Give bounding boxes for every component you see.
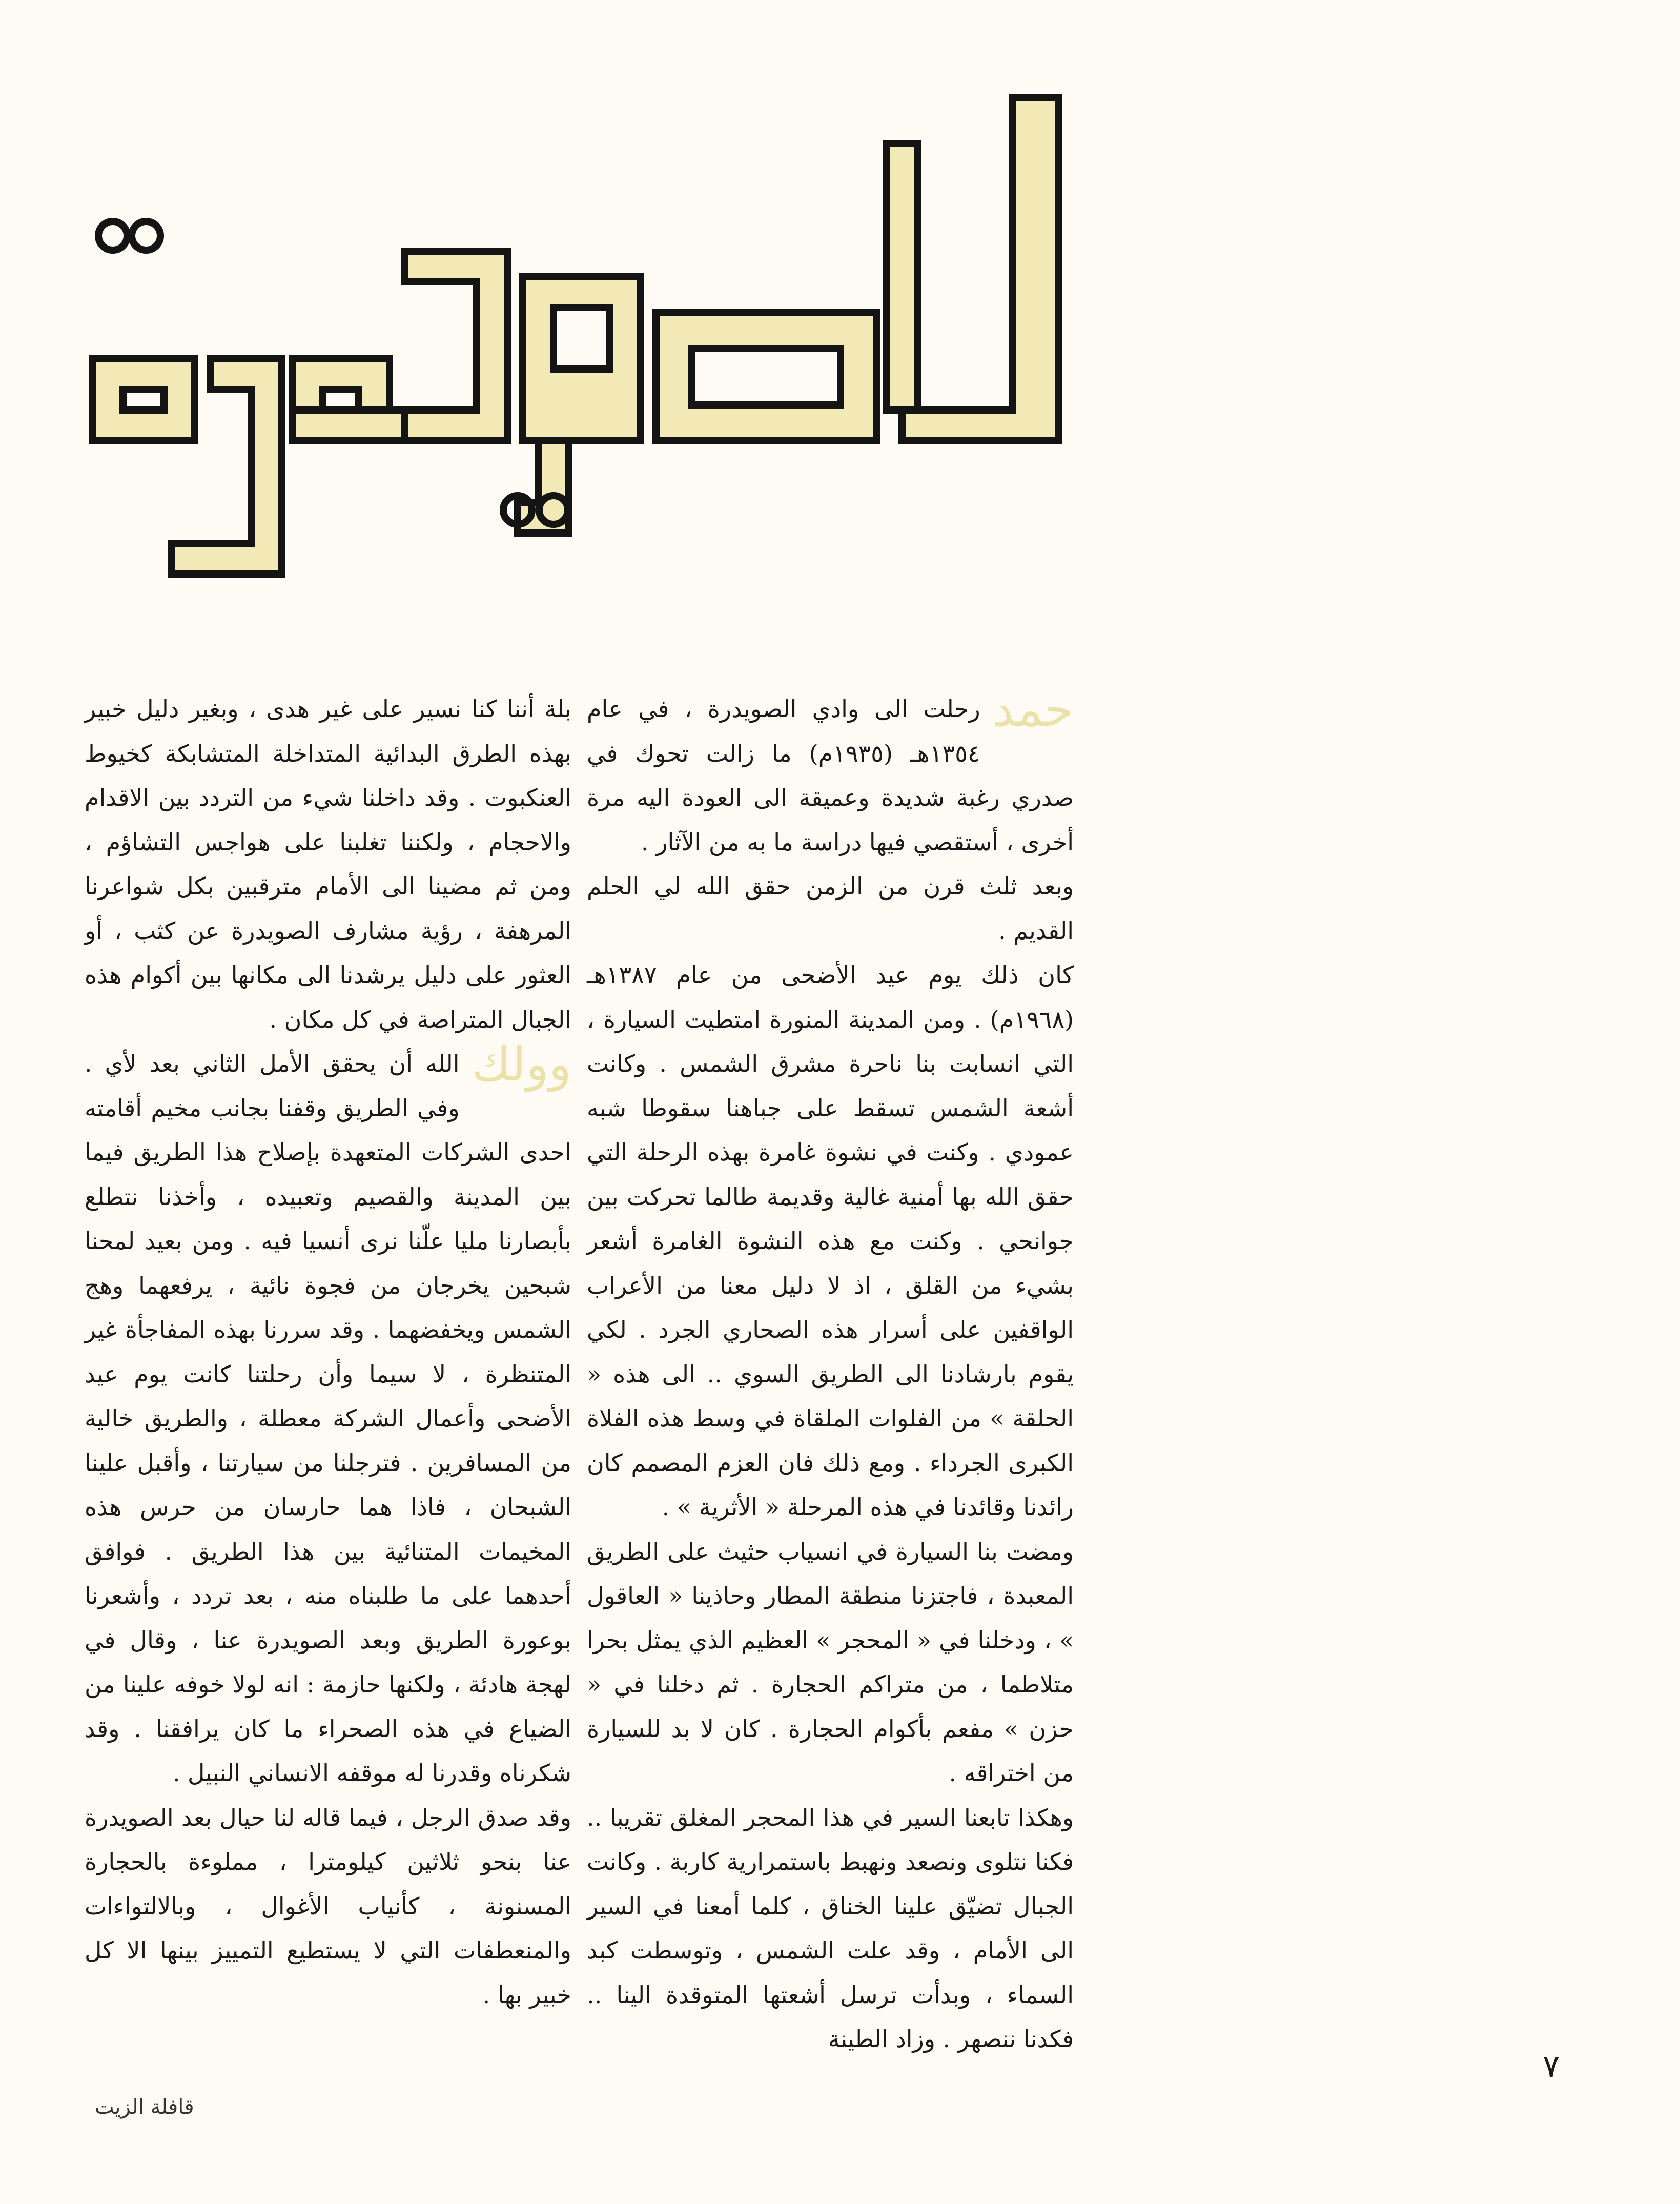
decorative-initial-word: حمد — [992, 682, 1074, 737]
article-column-left — [85, 687, 571, 2017]
page-title-calligraphy — [77, 82, 1092, 584]
paragraph: ومضت بنا السيارة في انسياب حثيث على الطريق المعبدة ، فاجتزنا منطقة المطار وحاذينا « العاقول » ، ودخلنا في « المحجر » العظيم الذي يمثل بحرا متلاطما ، من متراكم الحجارة . ثم دخلنا في « حزن » مفعم بأكوام الحجارة . كان لا بد للسيارة من اختراقه . — [587, 1537, 1074, 1787]
article-column-right — [587, 682, 1074, 2062]
square-kufic-title-art — [77, 82, 1092, 584]
publication-footer: قافلة الزيت — [95, 2095, 194, 2119]
page-number: ٧ — [1543, 2048, 1560, 2085]
paragraph — [85, 1037, 571, 1795]
paragraph: رحلت الى وادي الصويدرة ، في عام ١٣٥٤هـ (١٩٣٥م) ما زالت تحوك في صدري رغبة شديدة وعميقة الى العودة اليه مرة أخرى ، أستقصي فيها دراسة ما به من الآثار . — [587, 695, 1074, 856]
paragraph: بلة أننا كنا نسير على غير هدى ، وبغير دليل خبير بهذه الطرق البدائية المتداخلة المتشابكة كخيوط العنكبوت . وقد داخلنا شيء من التردد بين الاقدام والاحجام ، ولكننا تغلبنا على هواجس التشاؤم ، ومن ثم مضينا الى الأمام مترقبين بكل شواعرنا المرهفة ، رؤية مشارف الصويدرة عن كثب ، أو العثور على دليل يرشدنا الى مكانها بين أكوام هذه الجبال المتراصة في كل مكان . — [85, 695, 571, 1033]
paragraph-text: الله أن يحقق الأمل الثاني بعد لأي . وفي الطريق وقفنا بجانب مخيم أقامته احدى الشركات المتعهدة بإصلاح هذا الطريق فيما بين المدينة والقصيم وتعبيده ، وأخذنا نتطلع بأبصارنا مليا علّنا نرى أنسيا فيه . ومن بعيد لمحنا شبحين يخرجان من فجوة نائية ، يرفعهما وهج الشمس ويخفضهما . وقد سررنا بهذه المفاجأة غير المتنظرة ، لا سيما وأن رحلتنا كانت يوم عيد الأضحى وأعمال الشركة معطلة ، والطريق خالية من المسافرين . فترجلنا من سيارتنا ، وأقبل علينا الشبحان ، فاذا هما حارسان من حرس هذه المخيمات المتنائية بين هذا الطريق . فوافق أحدهما على ما طلبناه منه ، بعد تردد ، وأشعرنا بوعورة الطريق وبعد الصويدرة عنا ، وقال في لهجة هادئة ، ولكنها حازمة : انه لولا خوفه علينا من الضياع في هذه الصحراء ما كان يرافقنا . وقد شكرناه وقدرنا له موقفه الانساني النبيل . — [85, 1050, 571, 1787]
paragraph: وبعد ثلث قرن من الزمن حقق الله لي الحلم القديم . — [587, 872, 1074, 945]
paragraph: وقد صدق الرجل ، فيما قاله لنا حيال بعد الصويدرة عنا بنحو ثلاثين كيلومترا ، مملوءة بالحجارة المسنونة ، كأنياب الأغوال ، وبالالتواءات والمنعطفات التي لا يستطيع التمييز بينها الا كل خبير بها . — [85, 1803, 571, 2009]
decorative-initial-word: وولك — [472, 1037, 571, 1092]
paragraph: كان ذلك يوم عيد الأضحى من عام ١٣٨٧هـ (١٩٦٨م) . ومن المدينة المنورة امتطيت السيارة ، التي انسابت بنا ناحرة مشرق الشمس . وكانت أشعة الشمس تسقط على جباهنا سقوطا شبه عمودي . وكنت في نشوة غامرة بهذه الرحلة التي حقق الله بها أمنية غالية وقديمة طالما تحركت بين جوانحي . وكنت مع هذه النشوة الغامرة أشعر بشيء من القلق ، اذ لا دليل معنا من الأعراب الواقفين على أسرار هذه الصحاري الجرد . لكي يقوم بارشادنا الى الطريق السوي .. الى هذه « الحلقة » من الفلوات الملقاة في وسط هذه الفلاة الكبرى الجرداء . ومع ذلك فان العزم المصمم كان رائدنا وقائدنا في هذه المرحلة « الأثرية » . — [587, 961, 1074, 1521]
paragraph: وهكذا تابعنا السير في هذا المحجر المغلق تقريبا .. فكنا نتلوى ونصعد ونهبط باستمرارية كاربة . وكانت الجبال تضيّق علينا الخناق ، كلما أمعنا في السير الى الأمام ، وقد علت الشمس ، وتوسطت كبد السماء ، وبدأت ترسل أشعتها المتوقدة الينا .. فكدنا ننصهر . وزاد الطينة — [587, 1803, 1074, 2053]
